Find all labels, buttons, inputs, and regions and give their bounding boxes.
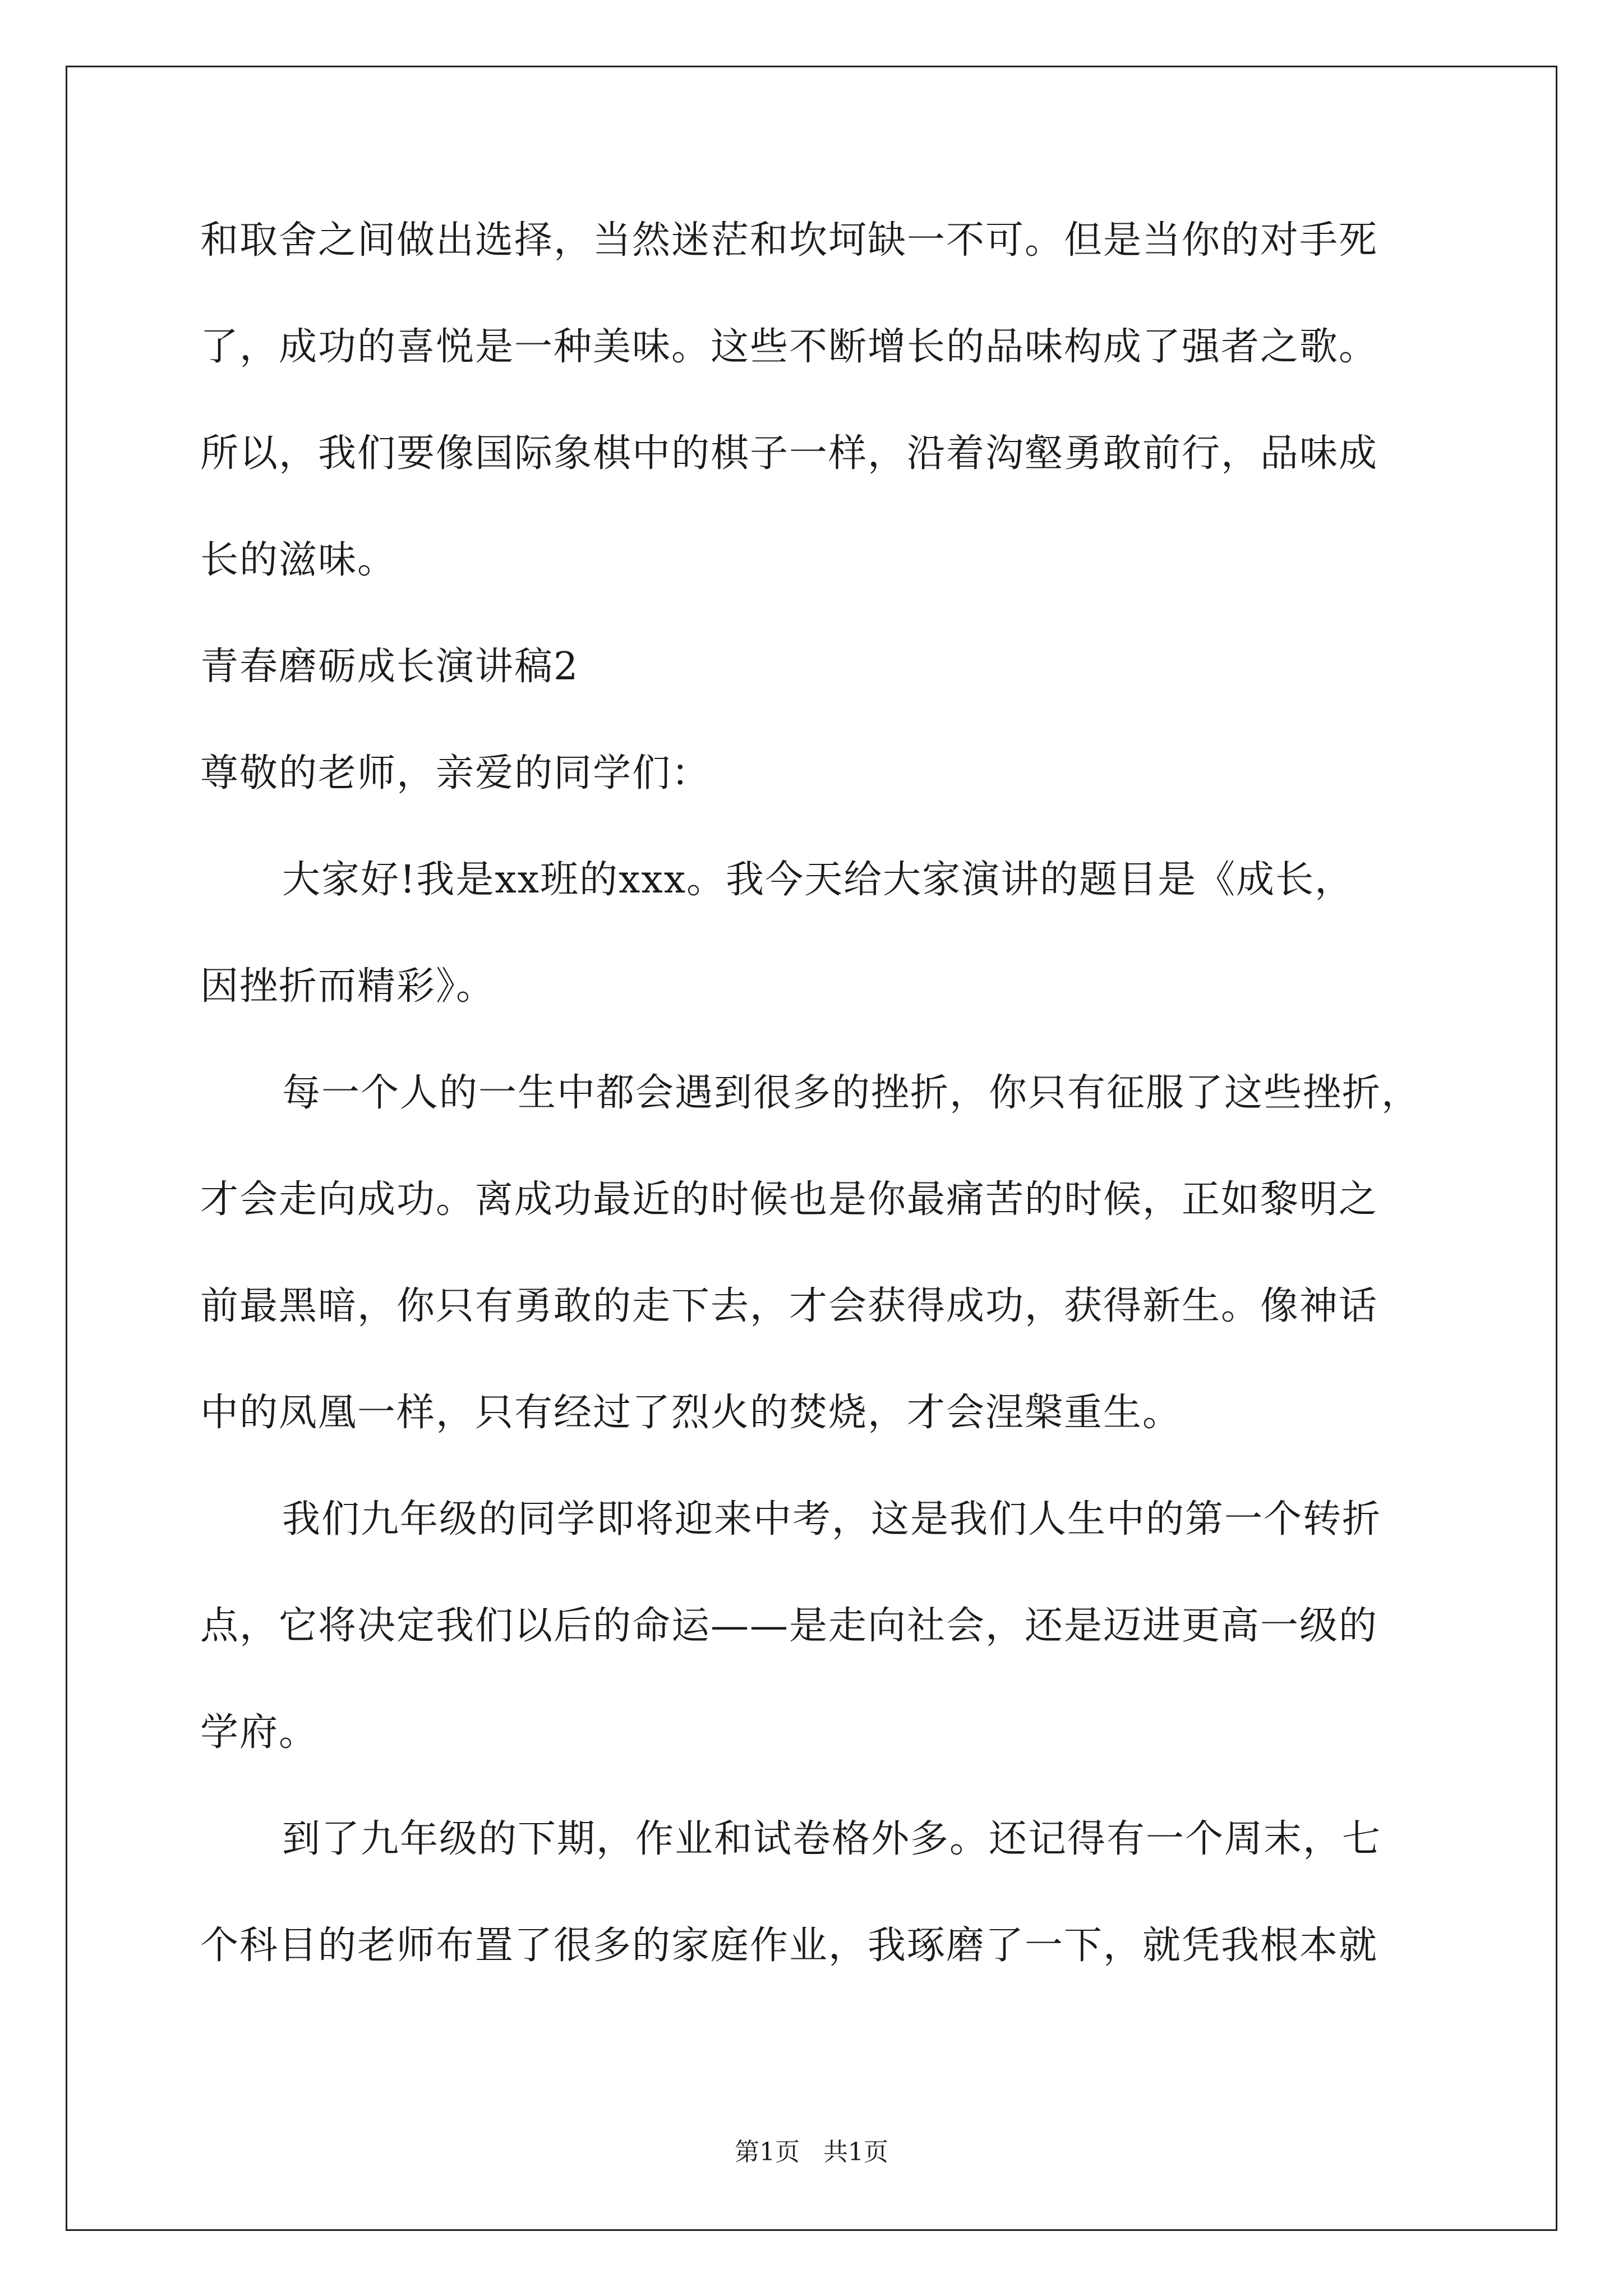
body-line: 学府。 bbox=[200, 1710, 319, 1755]
paragraph-start: 我们九年级的同学即将迎来中考，这是我们人生中的第一个转折 bbox=[282, 1497, 1382, 1542]
body-line: 因挫折而精彩》。 bbox=[200, 964, 496, 1009]
paragraph-start: 大家好!我是xx班的xxx。我今天给大家演讲的题目是《成长， bbox=[282, 858, 1354, 902]
salutation: 尊敬的老师，亲爱的同学们： bbox=[200, 751, 711, 795]
body-line: 前最黑暗，你只有勇敢的走下去，才会获得成功，获得新生。像神话 bbox=[200, 1284, 1378, 1328]
document-body bbox=[200, 218, 1440, 2033]
body-line: 中的凤凰一样，只有经过了烈火的焚烧，才会涅槃重生。 bbox=[200, 1391, 1182, 1435]
body-line: 长的滋味。 bbox=[200, 538, 397, 582]
body-line: 个科目的老师布置了很多的家庭作业，我琢磨了一下，就凭我根本就 bbox=[200, 1924, 1378, 1968]
body-line: 所以，我们要像国际象棋中的棋子一样，沿着沟壑勇敢前行，品味成 bbox=[200, 431, 1378, 476]
body-line: 和取舍之间做出选择，当然迷茫和坎坷缺一不可。但是当你的对手死 bbox=[200, 218, 1378, 263]
section-heading: 青春磨砺成长演讲稿2 bbox=[200, 645, 579, 689]
page-number-footer: 第1页 共1页 bbox=[735, 2138, 888, 2166]
body-line: 了，成功的喜悦是一种美味。这些不断增长的品味构成了强者之歌。 bbox=[200, 325, 1378, 369]
paragraph-start: 每一个人的一生中都会遇到很多的挫折，你只有征服了这些挫折， bbox=[282, 1071, 1421, 1115]
body-line: 才会走向成功。离成功最近的时候也是你最痛苦的时候，正如黎明之 bbox=[200, 1177, 1378, 1222]
paragraph-start: 到了九年级的下期，作业和试卷格外多。还记得有一个周末，七 bbox=[282, 1817, 1382, 1861]
body-line: 点，它将决定我们以后的命运——是走向社会，还是迈进更高一级的 bbox=[200, 1604, 1378, 1648]
